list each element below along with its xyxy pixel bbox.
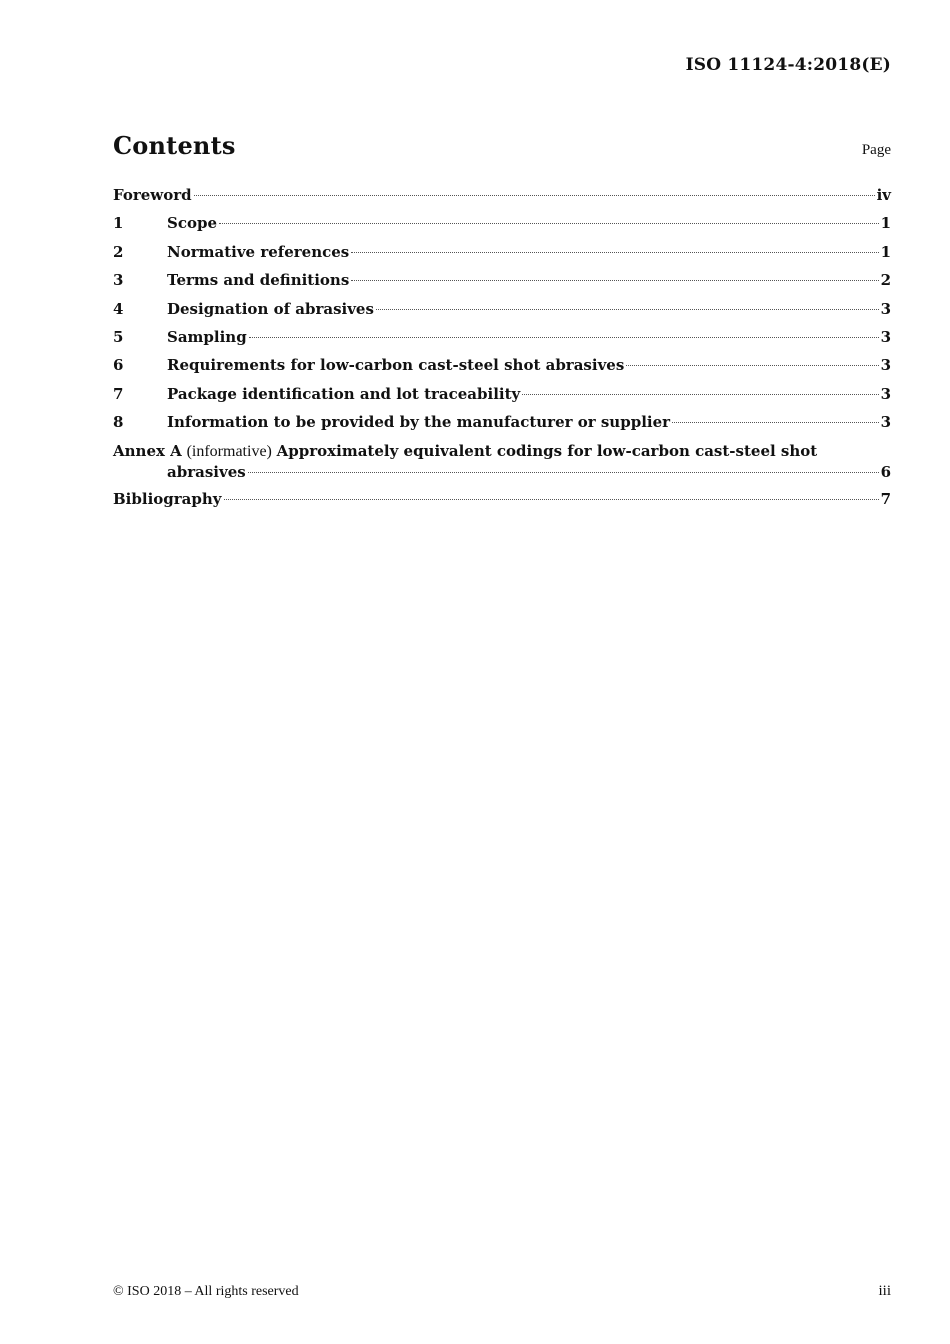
toc-entry-number: 2 [113, 242, 124, 261]
toc-entry-title: Terms and definitions [167, 271, 350, 290]
toc-entry-page: iv [876, 186, 891, 204]
toc-entry-4[interactable] [113, 299, 891, 327]
toc-entry-5[interactable] [113, 327, 891, 355]
toc-entry-6[interactable] [113, 355, 891, 383]
toc-entry-title: Information to be provided by the manufacturer or supplier [167, 413, 671, 432]
dot-leader [626, 365, 878, 366]
dot-leader [219, 223, 879, 224]
dot-leader [249, 337, 879, 338]
dot-leader [248, 472, 879, 473]
toc-entry-page: 6 [880, 462, 891, 481]
toc-entry-page: 3 [880, 384, 891, 403]
toc-entry-title: Requirements for low-carbon cast-steel shot abrasives [167, 356, 625, 375]
table-of-contents [113, 185, 891, 517]
toc-entry-page: 7 [880, 489, 891, 508]
toc-entry-8[interactable] [113, 412, 891, 440]
toc-entry-2[interactable] [113, 242, 891, 270]
document-id: ISO 11124-4:2018(E) [685, 55, 891, 75]
toc-entry-page: 1 [880, 242, 891, 261]
toc-entry-page: 3 [880, 299, 891, 318]
dot-leader [376, 309, 879, 310]
toc-entry-number: 4 [113, 299, 124, 318]
toc-entry-title: Package identification and lot traceability [167, 384, 521, 403]
dot-leader [522, 394, 878, 395]
toc-entry-number: 3 [113, 271, 124, 290]
toc-entry-page: 3 [880, 327, 891, 346]
dot-leader [224, 499, 879, 500]
toc-entry-number: 1 [113, 214, 124, 233]
toc-entry-page: 3 [880, 413, 891, 432]
toc-entry-title: Sampling [167, 327, 247, 346]
toc-entry-title: Normative references [167, 242, 350, 261]
toc-entry-title: Designation of abrasives [167, 299, 374, 318]
annex-label: Annex A [113, 441, 182, 460]
toc-entry-bibliography[interactable] [113, 489, 891, 517]
toc-entry-title: Foreword [113, 186, 192, 204]
toc-entry-7[interactable] [113, 384, 891, 412]
toc-entry-1[interactable] [113, 213, 891, 241]
dot-leader [672, 422, 879, 423]
page-column-label: Page [861, 142, 891, 158]
contents-title: Contents [113, 131, 236, 160]
toc-entry-page: 3 [880, 356, 891, 375]
toc-entry-3[interactable] [113, 270, 891, 298]
toc-entry-annex-a[interactable] [113, 441, 891, 489]
toc-entry-number: 5 [113, 327, 124, 346]
dot-leader [194, 195, 875, 196]
annex-title: Approximately equivalent codings for low-carbon cast-steel shot [276, 441, 818, 460]
toc-entry-number: 6 [113, 356, 124, 375]
contents-header [113, 131, 891, 165]
toc-entry-number: 8 [113, 413, 124, 432]
dot-leader [351, 252, 878, 253]
dot-leader [351, 280, 878, 281]
copyright-notice: © ISO 2018 – All rights reserved [113, 1284, 299, 1299]
page-number: iii [878, 1283, 891, 1299]
toc-entry-page: 1 [880, 214, 891, 233]
toc-entry-number: 7 [113, 384, 124, 403]
toc-entry-title: Scope [167, 214, 218, 233]
toc-entry-title: Bibliography [113, 489, 222, 508]
annex-type: (informative) [186, 442, 272, 460]
annex-title-continued: abrasives [167, 462, 246, 481]
toc-entry-page: 2 [880, 271, 891, 290]
toc-entry-foreword[interactable] [113, 185, 891, 213]
